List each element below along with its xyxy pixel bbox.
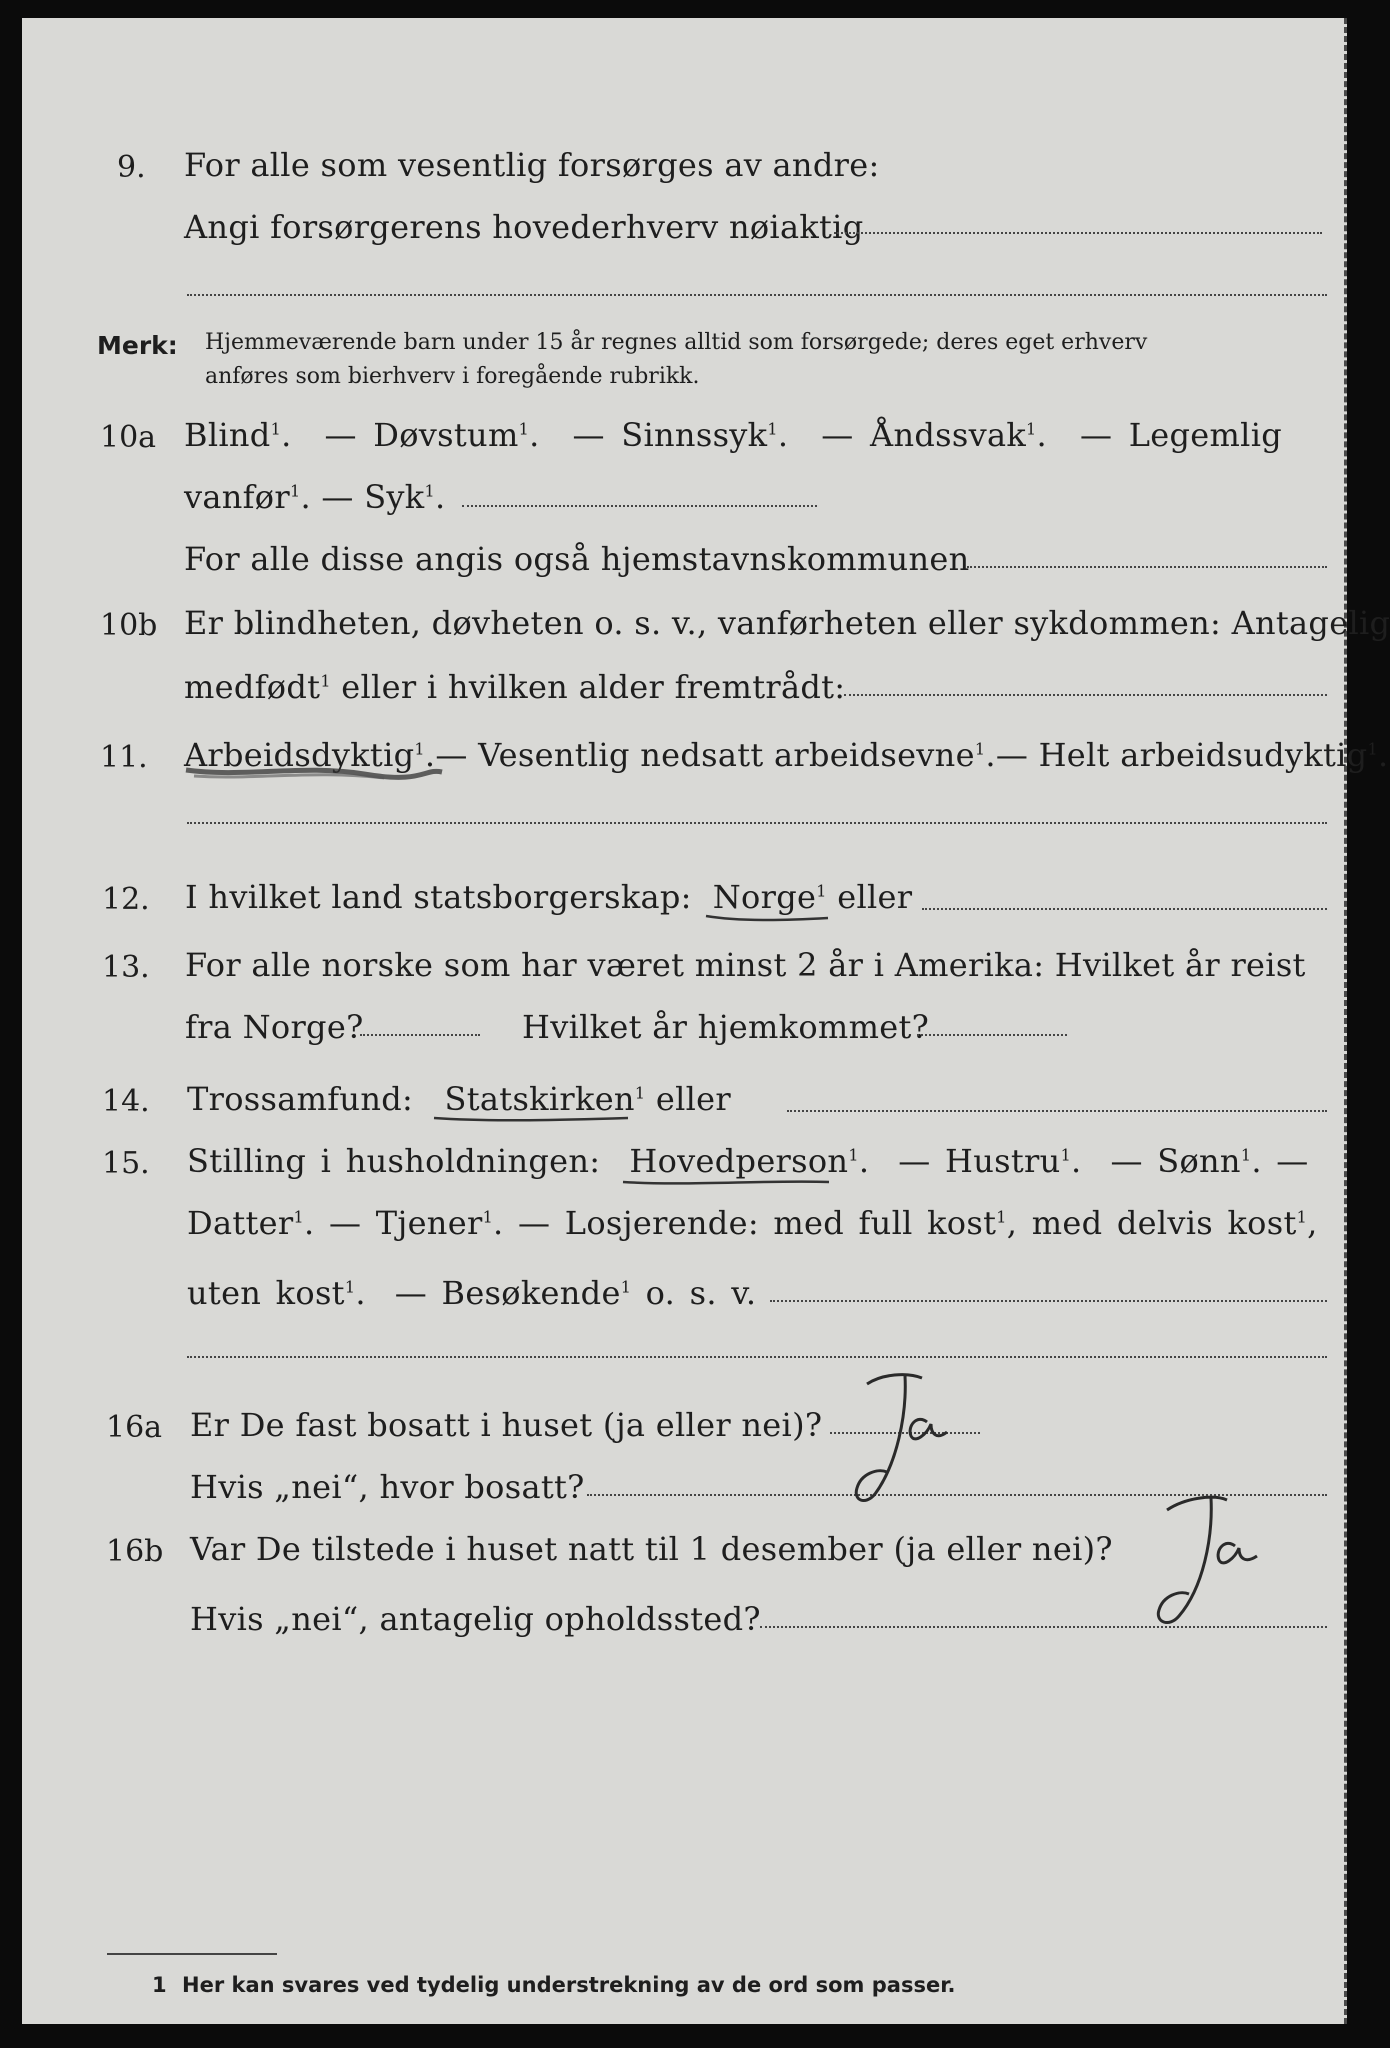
footnote-ref: 1 <box>1240 1145 1252 1165</box>
footnote-ref: 1 <box>767 419 778 439</box>
q13-line-1: For alle norske som har været minst 2 år i Amerika: Hvilket år reist <box>185 946 1306 984</box>
footnote-ref: 1 <box>816 881 827 901</box>
q14-number: 14. <box>102 1084 150 1119</box>
q12-line <box>185 878 912 916</box>
q14-answer-line <box>787 1110 1327 1112</box>
opt-arbeidsdyktig: Arbeidsdyktig <box>184 736 415 774</box>
handwritten-underline <box>184 760 444 784</box>
footnote-ref: 1 <box>414 739 425 759</box>
opt-besokende: — Besøkende <box>394 1274 621 1312</box>
footnote-ref: 1 <box>996 1207 1007 1227</box>
opt-statskirken-underlined <box>424 1080 646 1118</box>
footnote-ref: 1 <box>1296 1207 1308 1227</box>
ja-text-16b: Ja <box>1257 1579 1258 1580</box>
q16a-number: 16a <box>106 1410 163 1445</box>
footnote-ref: 1 <box>320 671 331 691</box>
footnote-ref: 1 <box>344 1277 356 1297</box>
opt-sonn: — Sønn <box>1110 1142 1241 1180</box>
footnote-ref: 1 <box>848 1145 859 1165</box>
q9-answer-line-2 <box>187 294 1327 296</box>
opt-blind: Blind <box>184 416 271 454</box>
opt-hovedperson: Hovedperson <box>629 1142 849 1180</box>
opt-andssvak: — Åndssvak <box>821 416 1027 454</box>
merk-label: Merk: <box>97 331 178 360</box>
opt-norge-underlined <box>702 878 826 916</box>
q16b-question-2: Hvis „nei“, antagelig opholdssted? <box>190 1600 761 1638</box>
footnote-ref: 1 <box>293 1207 304 1227</box>
q13-reist-line <box>360 1034 480 1036</box>
q14-rest: eller <box>655 1080 731 1118</box>
q10b-line-2 <box>184 668 845 706</box>
q16b-number: 16b <box>106 1534 164 1569</box>
q10a-line-1: Blind$^1$. — Døvstum$^1$. — Sinnssyk$^1$. — Åndssvak$^1$. — Legemlig <box>184 416 1283 454</box>
opt-udyktig: — Helt arbeidsudyktig <box>995 736 1368 774</box>
q15-number: 15. <box>102 1146 150 1181</box>
opt-full-kost: — Losjerende: med full kost <box>518 1204 997 1242</box>
q13-number: 13. <box>102 950 150 985</box>
q10a-answer-line <box>462 505 817 507</box>
footnote-ref: 1 <box>1367 739 1378 759</box>
q16a-question: Er De fast bosatt i huset (ja eller nei)? <box>190 1406 823 1444</box>
q12-number: 12. <box>102 882 150 917</box>
opt-delvis-kost: , med delvis kost <box>1006 1204 1297 1242</box>
merk-text-2: anføres som bierhverv i foregående rubrikk. <box>205 364 700 389</box>
footnote-divider <box>107 1953 277 1955</box>
q15-line-3: uten kost$^1$. — Besøkende$^1$ o. s. v. <box>187 1274 757 1312</box>
q16a-question-2: Hvis „nei“, hvor bosatt? <box>190 1468 585 1506</box>
footnote-ref: 1 <box>634 1083 646 1103</box>
comma: , <box>1307 1204 1318 1242</box>
q10a-line-3: For alle disse angis også hjemstavnskommunen <box>184 540 970 578</box>
ja-text-16a: Ja <box>952 1459 953 1460</box>
opt-legemlig: — Legemlig <box>1079 416 1283 454</box>
q15-answer-line-2 <box>187 1356 1327 1358</box>
q12-text: I hvilket land statsborgerskap: <box>185 878 692 916</box>
q13-reist: fra Norge? <box>185 1008 364 1046</box>
footnote-ref: 1 <box>424 481 435 501</box>
q13-hjemkommet: Hvilket år hjemkommet? <box>522 1008 930 1046</box>
opt-syk: — Syk <box>321 478 425 516</box>
footnote-ref: 1 <box>1060 1145 1072 1165</box>
q10b-number: 10b <box>100 608 158 643</box>
q9-question: Angi forsørgerens hovederhverv nøiaktig <box>184 208 864 246</box>
opt-dovstum: — Døvstum <box>324 416 519 454</box>
q10b-line-2-rest: eller i hvilken alder fremtrådt: <box>330 668 846 706</box>
handwritten-answer-ja-16b <box>1127 1484 1307 1634</box>
q16b-question: Var De tilstede i huset natt til 1 desember (ja eller nei)? <box>190 1530 1113 1568</box>
q15-line-2: Datter$^1$. — Tjener$^1$. — Losjerende: med full kost$^1$, med delvis kost$^1$, <box>187 1204 1318 1242</box>
opt-arbeidsdyktig-underlined: Arbeidsdyktig$^1$. <box>184 736 435 774</box>
footnote-ref: 1 <box>482 1207 494 1227</box>
dash: — <box>1276 1142 1309 1180</box>
footnote-ref: 1 <box>1026 419 1037 439</box>
merk-text-1: Hjemmeværende barn under 15 år regnes alltid som forsørgede; deres eget erhverv <box>205 330 1148 355</box>
q12-answer-line <box>922 908 1327 910</box>
footnote-text: Her kan svares ved tydelig understrekning av de ord som passer. <box>182 1973 956 1997</box>
q11-line: Arbeidsdyktig$^1$. — Vesentlig nedsatt arbeidsevne$^1$.— Helt arbeidsudyktig$^1$. <box>184 736 1388 774</box>
osv: o. s. v. <box>631 1274 757 1312</box>
q11-answer-line <box>187 822 1327 824</box>
q9-number: 9. <box>117 150 146 185</box>
q15-text: Stilling i husholdningen: <box>187 1142 601 1180</box>
q11-number: 11. <box>100 740 148 775</box>
opt-statskirken: Statskirken <box>444 1080 635 1118</box>
handwritten-underline <box>615 1174 835 1190</box>
q10b-answer-line <box>844 694 1327 696</box>
q10b-line-1: Er blindheten, døvheten o. s. v., vanførheten eller sykdommen: Antagelig <box>184 604 1390 642</box>
footnote-mark: 1 <box>152 1973 167 1997</box>
handwritten-answer-ja-16a <box>827 1364 997 1514</box>
opt-datter: Datter <box>187 1204 294 1242</box>
handwritten-underline <box>702 910 832 926</box>
opt-vanfor: vanfør <box>184 478 290 516</box>
census-form-page <box>22 18 1390 2024</box>
q10a-number: 10a <box>100 420 157 455</box>
footnote-ref: 1 <box>620 1277 632 1297</box>
q12-rest: eller <box>837 878 913 916</box>
q15-answer-line <box>770 1300 1327 1302</box>
q15-line-1: Stilling i husholdningen: Hovedperson$^1$. — Hustru$^1$. — Sønn$^1$. — <box>187 1142 1309 1180</box>
q10a-line-2: vanfør$^1$. — Syk$^1$. <box>184 478 446 516</box>
opt-hovedperson-underlined: Hovedperson$^1$. <box>615 1142 869 1180</box>
opt-norge: Norge <box>712 878 817 916</box>
q10a-home-line <box>967 566 1327 568</box>
opt-tjener: — Tjener <box>328 1204 483 1242</box>
opt-nedsatt: — Vesentlig nedsatt arbeidsevne <box>435 736 975 774</box>
opt-uten-kost: uten kost <box>187 1274 345 1312</box>
q14-text: Trossamfund: <box>187 1080 414 1118</box>
opt-sinnssyk: — Sinnssyk <box>572 416 768 454</box>
q13-hjemkommet-line <box>917 1034 1067 1036</box>
q9-answer-line <box>834 232 1322 234</box>
opt-hustru: — Hustru <box>898 1142 1061 1180</box>
footnote-ref: 1 <box>974 739 986 759</box>
q14-line <box>187 1080 731 1118</box>
handwritten-underline <box>424 1112 634 1128</box>
footnote-ref: 1 <box>289 481 301 501</box>
footnote-ref: 1 <box>518 419 530 439</box>
q9-title: For alle som vesentlig forsørges av andre: <box>184 146 880 184</box>
footnote-ref: 1 <box>270 419 282 439</box>
opt-medfodt: medfødt <box>184 668 321 706</box>
